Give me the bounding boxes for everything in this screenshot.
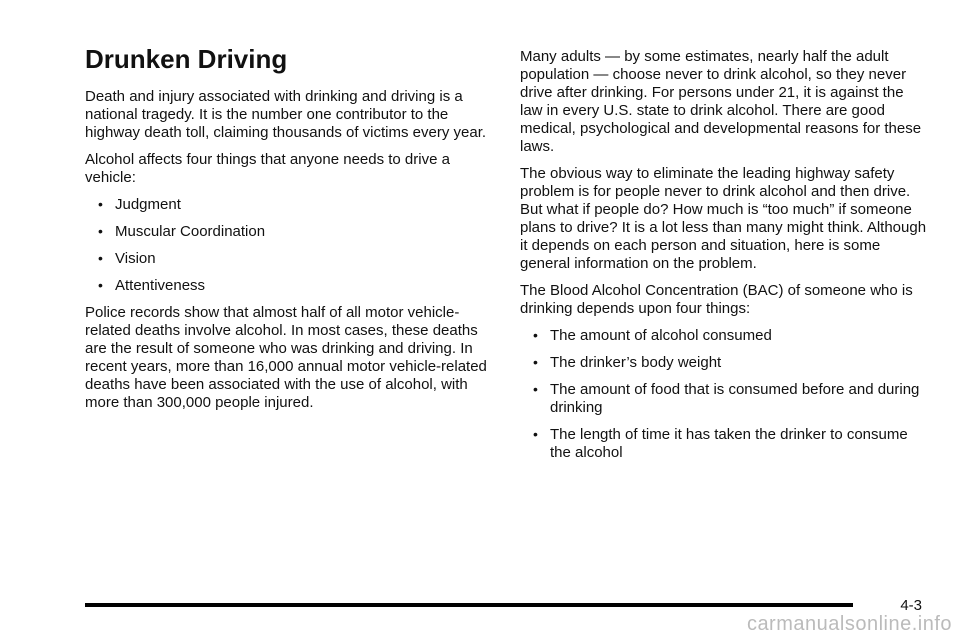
bullet-icon: • [98,223,103,239]
bullet-icon: • [533,381,538,397]
page-number: 4-3 [900,597,922,614]
list-item-text: The amount of food that is consumed before and during drinking [550,381,920,416]
affects-list [85,196,495,295]
footer-rule [85,603,853,607]
list-item-text: Vision [115,250,156,267]
left-column [85,44,495,421]
watermark: carmanualsonline.info [746,613,952,635]
bullet-icon: • [533,327,538,343]
bullet-icon: • [533,354,538,370]
bullet-icon: • [98,196,103,212]
list-item [520,354,930,372]
list-item-text: The length of time it has taken the drinker to consume the alcohol [550,426,908,461]
page-title: Drunken Driving [85,44,288,74]
paragraph-many-adults: Many adults — by some estimates, nearly half the adult population — choose never to drink alcohol, so they never drive after drinking. For persons under 21, it is against the law in every U.S. state to drink alcohol. There are good medical, psychological and developmental reasons for these laws. [520,48,922,155]
right-column [520,48,930,471]
list-item-text: Attentiveness [115,277,206,294]
list-item [85,223,495,241]
list-item-text: Judgment [115,196,181,213]
paragraph-obvious-way: The obvious way to eliminate the leading highway safety problem is for people never to drink alcohol and then drive. But what if people do? How much is “too much” if someone plans to drive? It is a lot less than many might think. Although it depends on each person and situation, here is some general information on the problem. [520,165,927,272]
list-item-text: The drinker’s body weight [550,354,722,371]
list-item [520,327,930,345]
list-item [520,426,930,462]
paragraph-alcohol-affects: Alcohol affects four things that anyone needs to drive a vehicle: [85,151,450,186]
list-item [85,250,495,268]
bullet-icon: • [533,426,538,442]
bullet-icon: • [98,250,103,266]
list-item [85,196,495,214]
list-item [85,277,495,295]
list-item [520,381,930,417]
paragraph-police-records: Police records show that almost half of all motor vehicle-related deaths involve alcohol. In most cases, these deaths are the result of someone who was drinking and driving. In recent years, more than 16,000 annual motor vehicle-related deaths have been associated with the use of alcohol, with more than 300,000 people injured. [85,304,487,411]
bullet-icon: • [98,277,103,293]
list-item-text: The amount of alcohol consumed [550,327,772,344]
bac-factors-list [520,327,930,462]
list-item-text: Muscular Coordination [115,223,266,240]
paragraph-bac: The Blood Alcohol Concentration (BAC) of someone who is drinking depends upon four things: [520,282,913,317]
paragraph-intro: Death and injury associated with drinking and driving is a national tragedy. It is the number one contributor to the highway death toll, claiming thousands of victims every year. [85,88,487,141]
